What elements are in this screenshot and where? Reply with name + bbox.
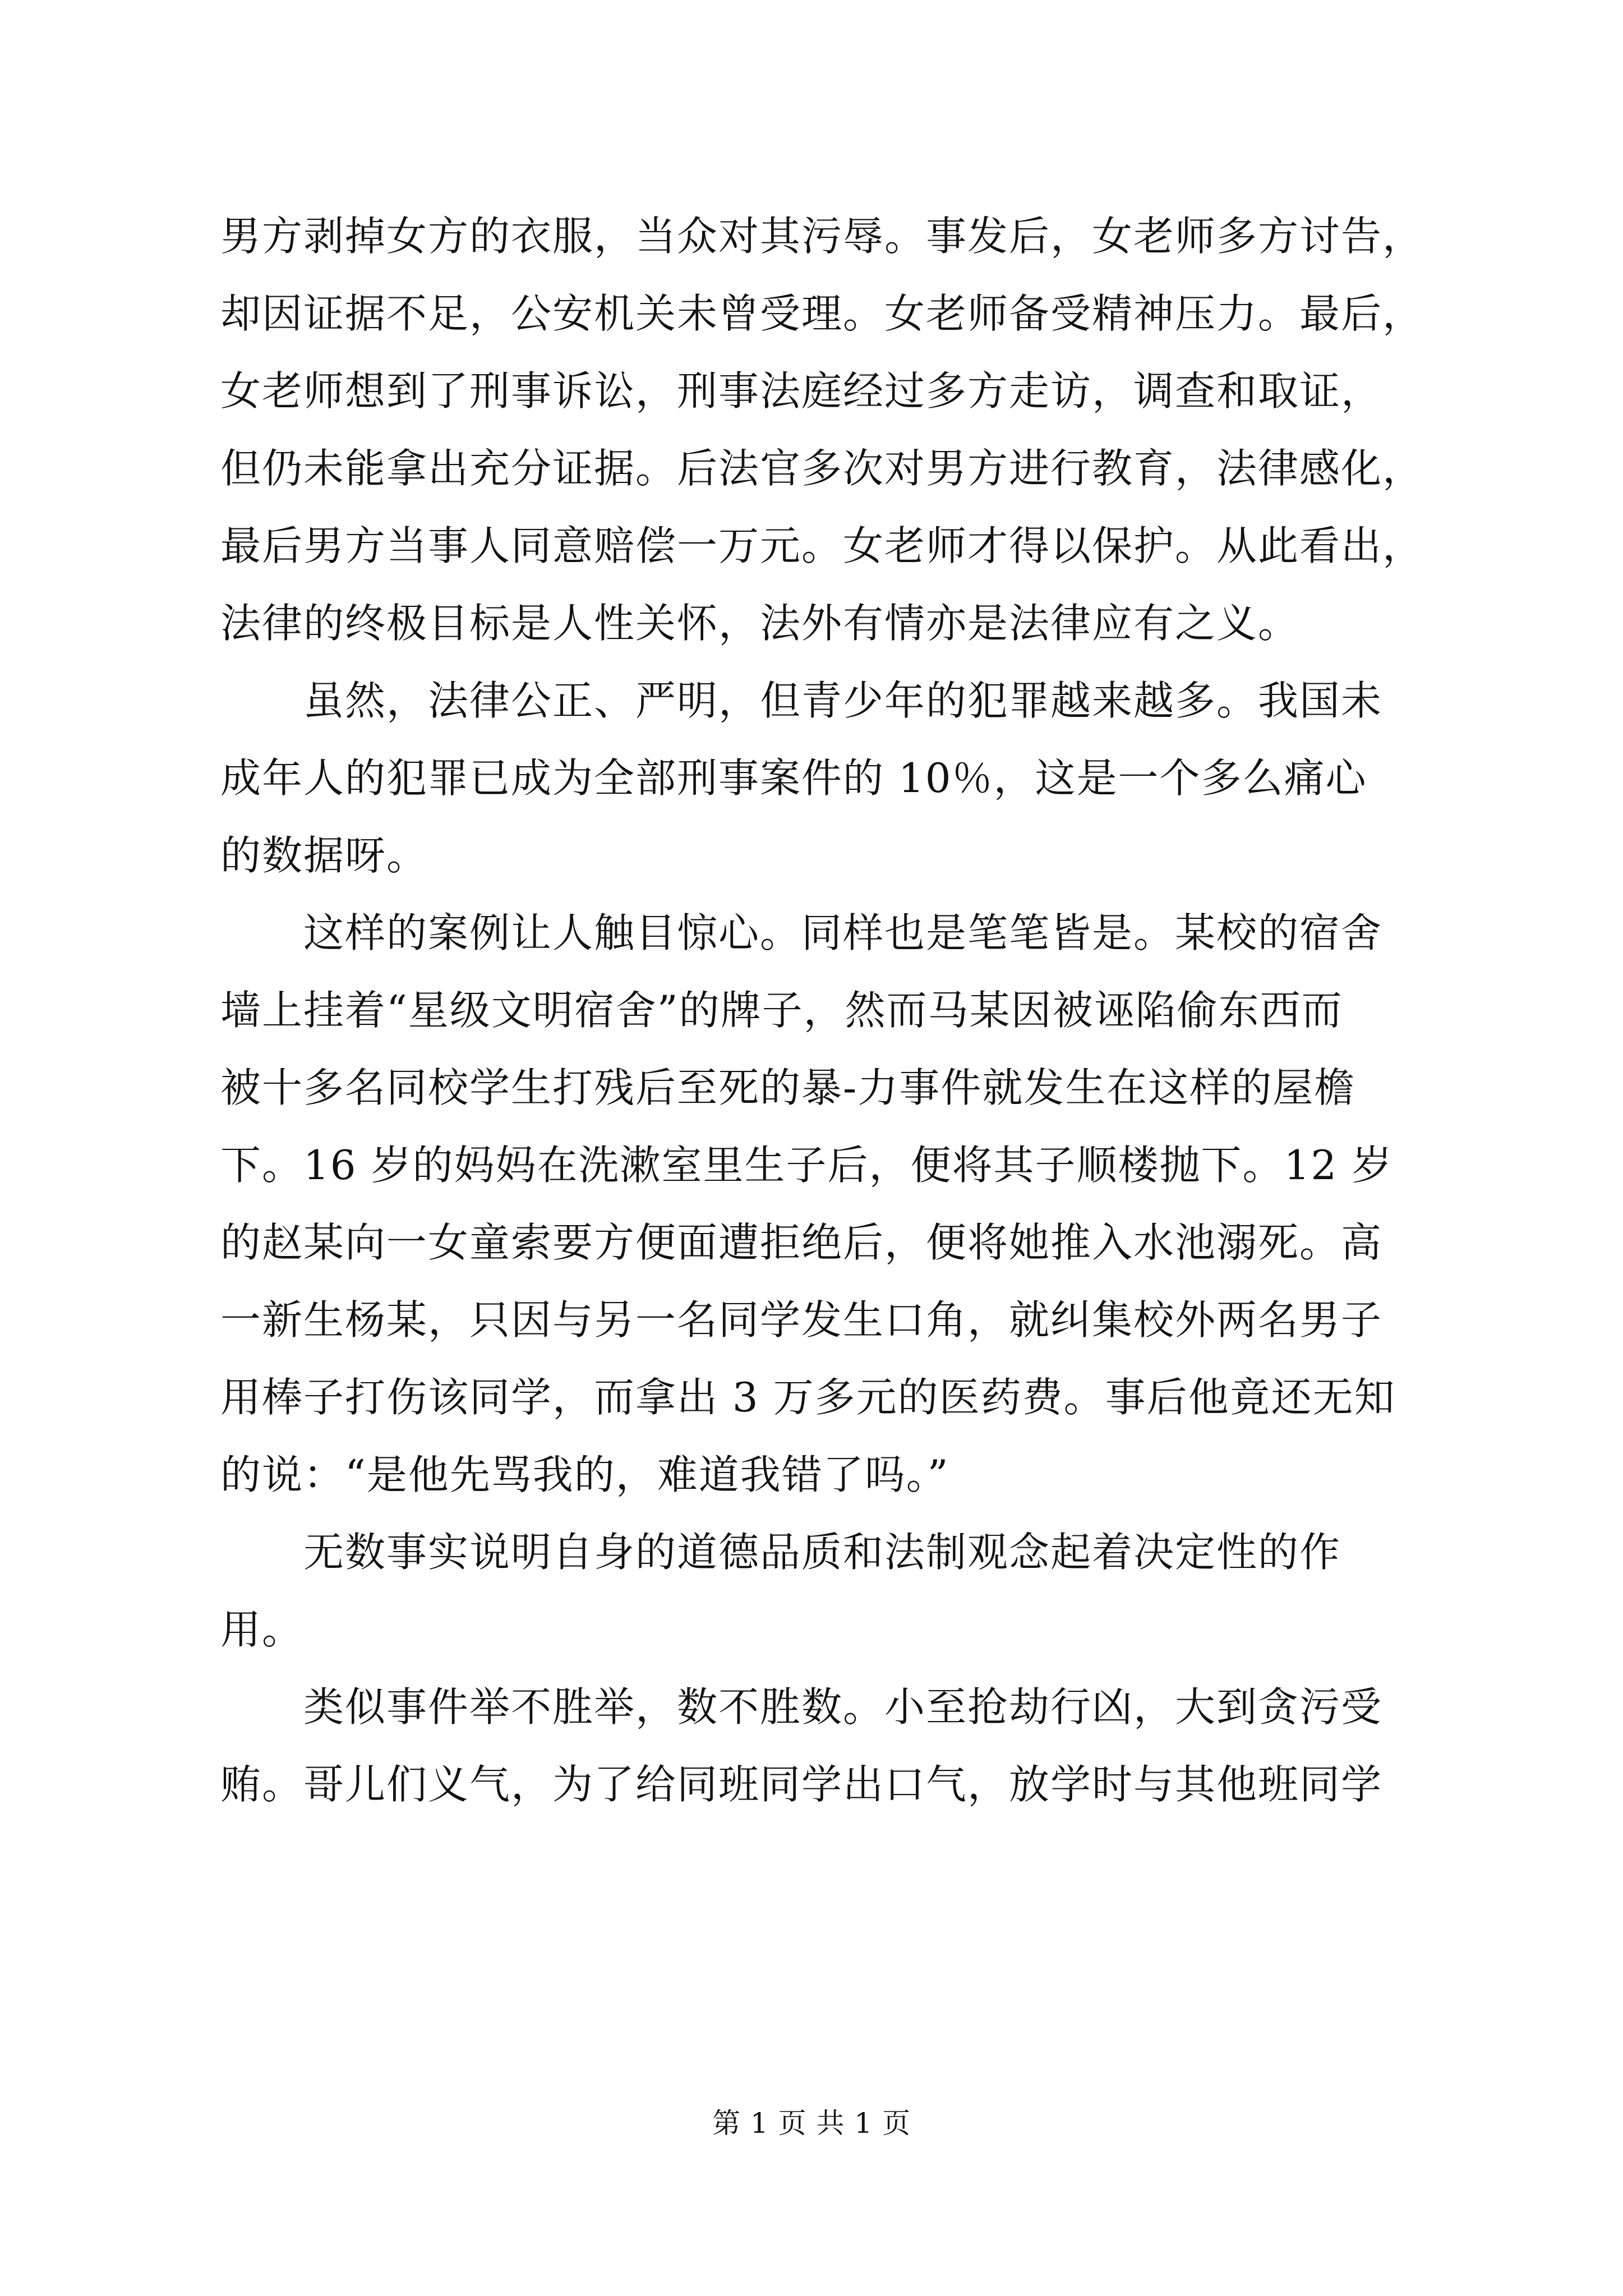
text-line-19: 用。 <box>220 1606 304 1653</box>
text-line-21: 贿。哥儿们义气，为了给同班同学出口气，放学时与其他班同学 <box>220 1761 1383 1808</box>
text-line-17: 的说：“是他先骂我的，难道我错了吗。” <box>220 1451 949 1498</box>
text-line-16: 用棒子打伤该同学，而拿出 3 万多元的医药费。事后他竟还无知 <box>220 1374 1396 1421</box>
text-line-4: 但仍未能拿出充分证据。后法官多次对男方进行教育，法律感化， <box>220 445 1424 492</box>
text-line-14: 的赵某向一女童索要方便面遭拒绝后，便将她推入水池溺死。高 <box>220 1219 1383 1266</box>
text-line-6: 法律的终极目标是人性关怀，法外有情亦是法律应有之义。 <box>220 600 1300 647</box>
text-line-7: 虽然，法律公正、严明，但青少年的犯罪越来越多。我国未 <box>303 677 1383 724</box>
page-footer: 第 1 页 共 1 页 <box>712 2107 911 2139</box>
text-line-11: 墙上挂着“星级文明宿舍”的牌子，然而马某因被诬陷偷东西而 <box>220 987 1343 1034</box>
text-line-8: 成年人的犯罪已成为全部刑事案件的 10％，这是一个多么痛心 <box>220 754 1367 802</box>
text-line-12: 被十多名同校学生打残后至死的暴-力事件就发生在这样的屋檐 <box>220 1064 1356 1111</box>
text-line-9: 的数据呀。 <box>220 832 428 879</box>
text-line-2: 却因证据不足，公安机关未曾受理。女老师备受精神压力。最后， <box>220 290 1424 337</box>
text-line-15: 一新生杨某，只因与另一名同学发生口角，就纠集校外两名男子 <box>220 1296 1383 1343</box>
text-line-10: 这样的案例让人触目惊心。同样也是笔笔皆是。某校的宿舍 <box>303 909 1383 956</box>
text-line-1: 男方剥掉女方的衣服，当众对其污辱。事发后，女老师多方讨告， <box>220 213 1424 260</box>
text-line-5: 最后男方当事人同意赔偿一万元。女老师才得以保护。从此看出， <box>220 522 1424 569</box>
text-line-20: 类似事件举不胜举，数不胜数。小至抢劫行凶，大到贪污受 <box>303 1683 1383 1731</box>
text-line-18: 无数事实说明自身的道德品质和法制观念起着决定性的作 <box>303 1529 1341 1576</box>
text-line-3: 女老师想到了刑事诉讼，刑事法庭经过多方走访，调查和取证， <box>220 367 1383 415</box>
text-line-13: 下。16 岁的妈妈在洗漱室里生子后，便将其子顺楼抛下。12 岁 <box>220 1142 1394 1189</box>
document-body <box>220 197 1443 1823</box>
